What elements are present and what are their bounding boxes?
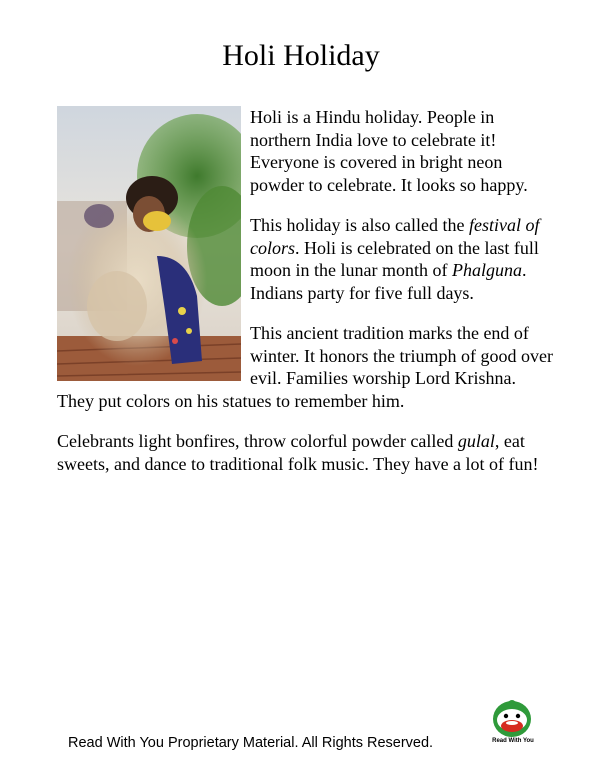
logo-caption: Read With You	[492, 738, 534, 744]
italic-term: festival of colors	[250, 215, 540, 258]
text-run: . Indians party for five full days.	[250, 260, 527, 303]
paragraph-4	[57, 430, 557, 475]
article-body	[57, 106, 557, 493]
holi-celebration-photo	[57, 106, 241, 381]
text-run: , eat sweets, and dance to traditional folk music. They have a lot of fun!	[57, 431, 539, 474]
text-run: Holi is a Hindu holiday. People in northern India love to celebrate it! Everyone is covered in bright neon powder to celebrate. It looks so happy.	[250, 107, 528, 195]
text-run: This ancient tradition marks the end of winter. It honors the triumph of good over evil. Families worship Lord Krishna. They put colors on his statues to remember him.	[57, 323, 553, 411]
text-run: This holiday is also called the	[250, 215, 469, 235]
page-title: Holi Holiday	[222, 39, 380, 72]
italic-term: gulal	[457, 431, 495, 451]
text-run: . Holi is celebrated on the last full moon in the lunar month of	[250, 237, 539, 280]
footer-copyright: Read With You Proprietary Material. All Rights Reserved.	[68, 735, 434, 751]
italic-term: Phalguna	[451, 260, 522, 280]
text-run: Celebrants light bonfires, throw colorful powder called	[57, 431, 458, 451]
